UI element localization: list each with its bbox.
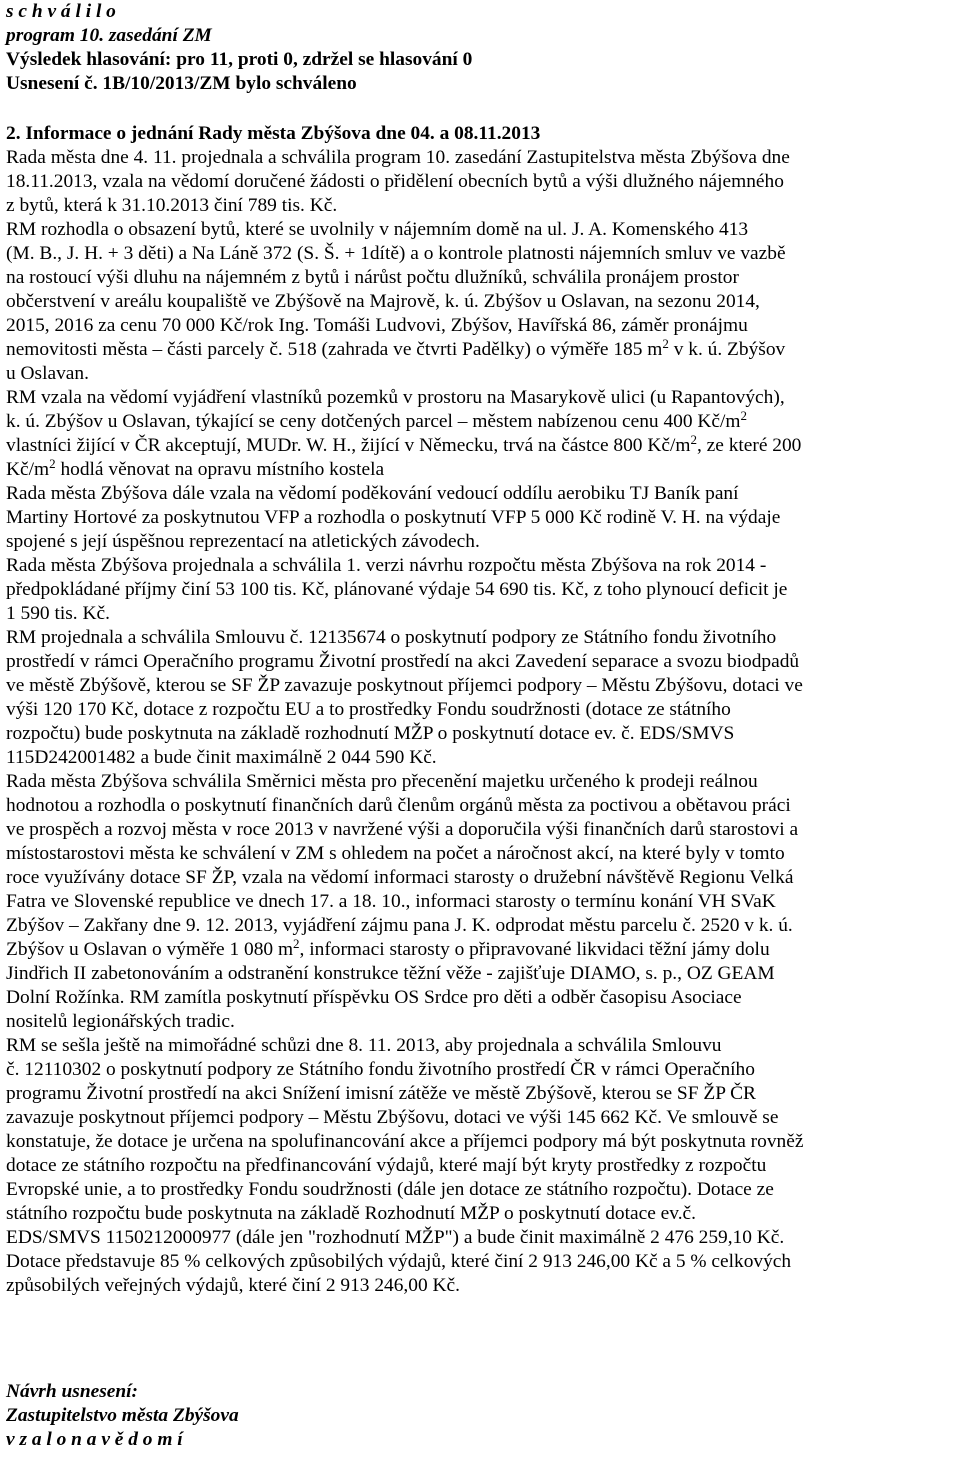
text-line: na rostoucí výši dluhu na nájemném z bytů i nárůst počtu dlužníků, schválila pronájem prostor	[6, 267, 739, 288]
text-line: Zbýšov – Zakřany dne 9. 12. 2013, vyjádření zájmu pana J. K. odprodat městu parcelu č. 2520 v k. ú.	[6, 915, 793, 936]
text-line: ve prospěch a rozvoj města v roce 2013 v navržené výši a doporučila výši finančních darů starostovi a	[6, 819, 799, 840]
text-line: Dotace představuje 85 % celkových způsobilých výdajů, které činí 2 913 246,00 Kč a 5 % celkových	[6, 1251, 792, 1272]
text-line: spojené s její úspěšnou reprezentací na atletických závodech.	[6, 531, 480, 552]
superscript: 2	[662, 336, 669, 351]
program-line: program 10. zasedání ZM	[6, 25, 212, 46]
text-line: z bytů, která k 31.10.2013 činí 789 tis. Kč.	[6, 195, 338, 216]
text-line: dotace ze státního rozpočtu na předfinancování výdajů, které mají být kryty prostředky z rozpočtu	[6, 1155, 767, 1176]
text-line: vlastníci žijící v ČR akceptují, MUDr. W. H., žijící v Německu, trvá na částce 800 $Kč/m^2$, ze které 200	[6, 432, 802, 456]
text-line: č. 12110302 o poskytnutí podpory ze Státního fondu životního prostředí ČR v rámci Operačního	[6, 1059, 755, 1080]
text-line: $Kč/m^2$ hodlá věnovat na opravu místního kostela	[6, 456, 385, 480]
text-line: výši 120 170 Kč, dotace z rozpočtu EU a to prostředky Fondu soudržnosti (dotace ze státního	[6, 699, 731, 720]
text-line: EDS/SMVS 1150212000977 (dále jen "rozhodnutí MŽP") a bude činit maximálně 2 476 259,10 Kč.	[6, 1227, 785, 1248]
text-line: občerstvení v areálu koupaliště ve Zbýšově na Majrově, k. ú. Zbýšov u Oslavan, na sezonu 2014,	[6, 291, 760, 312]
text-line: zavazuje poskytnout příjemci podpory – Městu Zbýšovu, dotaci ve výši 145 662 Kč. Ve smlouvě se	[6, 1107, 779, 1128]
text-line: Dolní Rožínka. RM zamítla poskytnutí příspěvku OS Srdce pro děti a odběr časopisu Asociace	[6, 987, 742, 1008]
text-line: Rada města Zbýšova projednala a schválila 1. verzi návrhu rozpočtu města Zbýšova na rok 2014 -	[6, 555, 767, 576]
text-line: Evropské unie, a to prostředky Fondu soudržnosti (dále jen dotace ze státního rozpočtu). Dotace ze	[6, 1179, 774, 1200]
text-line: konstatuje, že dotace je určena na spolufinancování akce a příjemci podpory má být poskytnuta rovněž	[6, 1131, 804, 1152]
text-line: RM vzala na vědomí vyjádření vlastníků pozemků v prostoru na Masarykově ulici (u Rapantových),	[6, 387, 785, 408]
text-line: RM projednala a schválila Smlouvu č. 12135674 o poskytnutí podpory ze Státního fondu životního	[6, 627, 777, 648]
text-line: prostředí v rámci Operačního programu Životní prostředí na akci Zavedení separace a svozu biodpadů	[6, 651, 800, 672]
text-line: 1 590 tis. Kč.	[6, 603, 110, 624]
text-line: předpokládané příjmy činí 53 100 tis. Kč, plánované výdaje 54 690 tis. Kč, z toho plynoucí deficit je	[6, 579, 788, 600]
section-heading: 2. Informace o jednání Rady města Zbýšova dne 04. a 08.11.2013	[6, 123, 541, 144]
text-line: programu Životní prostředí na akci Snížení imisní zátěže ve městě Zbýšově, kterou se SF ŽP ČR	[6, 1083, 756, 1104]
text-line: nositelů legionářských tradic.	[6, 1011, 235, 1032]
text-line: RM se sešla ještě na mimořádné schůzi dne 8. 11. 2013, aby projednala a schválila Smlouvu	[6, 1035, 722, 1056]
proposal-heading: Návrh usnesení:	[6, 1381, 138, 1402]
text-line: Rada města Zbýšova dále vzala na vědomí poděkování vedoucí oddílu aerobiku TJ Baník paní	[6, 483, 739, 504]
text-line: způsobilých veřejných výdajů, které činí 2 913 246,00 Kč.	[6, 1275, 460, 1296]
superscript: 2	[293, 936, 300, 951]
text-line: Fatra ve Slovenské republice ve dnech 17. a 18. 10., informaci starosty o termínu konání VH SVaK	[6, 891, 776, 912]
text-line: Jindřich II zabetonováním a odstranění konstrukce těžní věže - zajišťuje DIAMO, s. p., OZ GEAM	[6, 963, 775, 984]
text-line: ve městě Zbýšově, kterou se SF ŽP zavazuje poskytnout příjemci podpory – Městu Zbýšovu, dotaci ve	[6, 675, 803, 696]
text-line: Rada města Zbýšova schválila Směrnici města pro přecenění majetku určeného k prodeji reálnou	[6, 771, 758, 792]
text-line: rozpočtu) bude poskytnuta na základě rozhodnutí MŽP o poskytnutí dotace ev. č. EDS/SMVS	[6, 723, 735, 744]
text-line: Martiny Hortové za poskytnutou VFP a rozhodla o poskytnutí VFP 5 000 Kč rodině V. H. na výdaje	[6, 507, 781, 528]
text-line: místostarostovi města ke schválení v ZM s ohledem na počet a náročnost akcí, na které byly v tomto	[6, 843, 785, 864]
text-line: státního rozpočtu bude poskytnuta na základě Rozhodnutí MŽP o poskytnutí dotace ev.č.	[6, 1203, 697, 1224]
resolution-verb: v z a l o n a v ě d o m í	[6, 1429, 183, 1450]
text-line: (M. B., J. H. + 3 děti) a Na Láně 372 (S. Š. + 1dítě) a o kontrole platnosti nájemních smluv ve vazbě	[6, 243, 786, 264]
superscript: 2	[740, 408, 747, 423]
text-line: nemovitosti města – části parcely č. 518 (zahrada ve čtvrti Padělky) o výměře 185 $m^2$ v k. ú. Zbýšov	[6, 336, 786, 360]
text-line: k. ú. Zbýšov u Oslavan, týkající se ceny dotčených parcel – městem nabízenou cenu 400 $Kč/m^2$	[6, 408, 747, 432]
text-line: Rada města dne 4. 11. projednala a schválila program 10. zasedání Zastupitelstva města Zbýšova dne	[6, 147, 790, 168]
text-line: hodnotou a rozhodla o poskytnutí finančních darů členům orgánů města za poctivou a obětavou práci	[6, 795, 791, 816]
resolution-line: Usnesení č. 1B/10/2013/ZM bylo schváleno	[6, 73, 357, 94]
text-line: 18.11.2013, vzala na vědomí doručené žádosti o přidělení obecních bytů a výši dlužného nájemného	[6, 171, 784, 192]
text-line: 115D242001482 a bude činit maximálně 2 044 590 Kč.	[6, 747, 437, 768]
superscript: 2	[690, 432, 697, 447]
text-line: roce využívány dotace SF ŽP, vzala na vědomí informaci starosty o družební návštěvě Regionu Velká	[6, 867, 794, 888]
text-line: RM rozhodla o obsazení bytů, které se uvolnily v nájemním domě na ul. J. A. Komenského 413	[6, 219, 749, 240]
superscript: 2	[49, 456, 56, 471]
heading-schvalilo: s c h v á l i l o	[6, 1, 116, 22]
text-line: Zbýšov u Oslavan o výměře 1 080 $m^2$, informaci starosty o připravované likvidaci těžní jámy dolu	[6, 936, 770, 960]
text-line: u Oslavan.	[6, 363, 89, 384]
text-line: 2015, 2016 za cenu 70 000 Kč/rok Ing. Tomáši Ludvovi, Zbýšov, Havířská 86, záměr pronájmu	[6, 315, 748, 336]
vote-result: Výsledek hlasování: pro 11, proti 0, zdržel se hlasování 0	[6, 49, 473, 70]
council-name: Zastupitelstvo města Zbýšova	[6, 1405, 239, 1426]
